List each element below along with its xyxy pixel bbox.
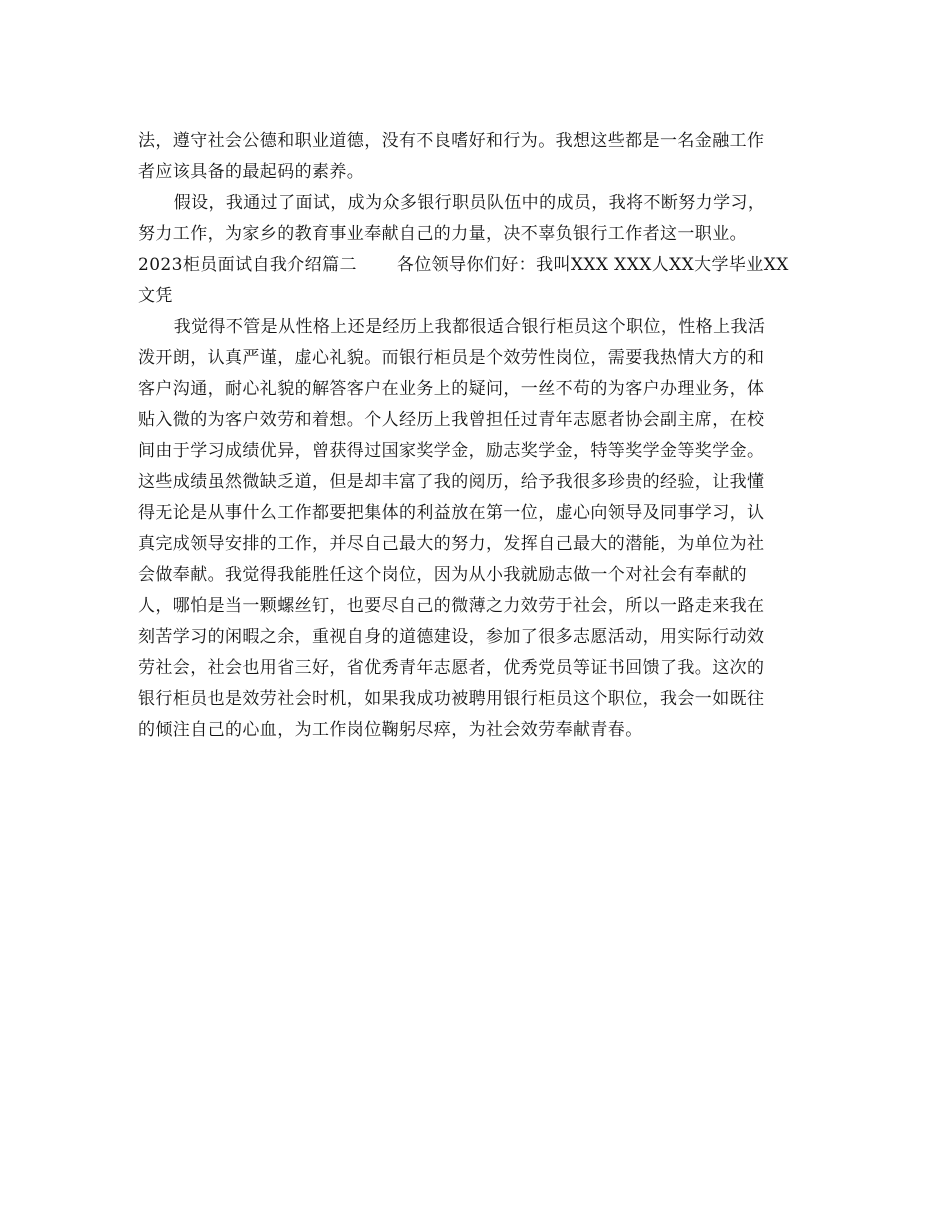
text-line: 人，哪怕是当一颗螺丝钉，也要尽自己的微薄之力效劳于社会，所以一路走来我在 <box>138 596 765 616</box>
text-line: 得无论是从事什么工作都要把集体的利益放在第一位，虚心向领导及同事学习，认 <box>138 503 765 523</box>
text-line: 刻苦学习的闲暇之余，重视自身的道德建设，参加了很多志愿活动，用实际行动效 <box>138 627 765 647</box>
section-title: 2023柜员面试自我介绍篇二 <box>138 255 357 275</box>
text-line: 劳社会，社会也用省三好，省优秀青年志愿者，优秀党员等证书回馈了我。这次的 <box>138 658 765 678</box>
text-line: 文凭 <box>138 286 173 306</box>
text-line: 的倾注自己的心血，为工作岗位鞠躬尽瘁，为社会效劳奉献青春。 <box>138 720 643 740</box>
text-line: 假设，我通过了面试，成为众多银行职员队伍中的成员，我将不断努力学习， <box>173 193 766 213</box>
text-line: 我觉得不管是从性格上还是经历上我都很适合银行柜员这个职位，性格上我活 <box>173 317 766 337</box>
text-line: 者应该具备的最起码的素养。 <box>138 162 365 182</box>
text-line: 客户沟通，耐心礼貌的解答客户在业务上的疑问，一丝不苟的为客户办理业务，体 <box>138 379 765 399</box>
text-line: 法，遵守社会公德和职业道德，没有不良嗜好和行为。我想这些都是一名金融工作 <box>138 131 765 151</box>
section-heading <box>138 250 810 312</box>
text-line: 银行柜员也是效劳社会时机，如果我成功被聘用银行柜员这个职位，我会一如既往 <box>138 689 765 709</box>
text-line: 间由于学习成绩优异，曾获得过国家奖学金，励志奖学金，特等奖学金等奖学金。 <box>138 441 765 461</box>
text-line: 这些成绩虽然微缺乏道，但是却丰富了我的阅历，给予我很多珍贵的经验，让我懂 <box>138 472 765 492</box>
text-line: 会做奉献。我觉得我能胜任这个岗位，因为从小我就励志做一个对社会有奉献的 <box>138 565 747 585</box>
greeting-text: 各位领导你们好：我叫XXX XXX人XX大学毕业XX <box>396 255 789 275</box>
paragraph-3 <box>138 312 810 746</box>
document-page <box>138 126 810 746</box>
text-line: 泼开朗，认真严谨，虚心礼貌。而银行柜员是个效劳性岗位，需要我热情大方的和 <box>138 348 765 368</box>
heading-line <box>138 250 810 281</box>
paragraph-1 <box>138 126 810 188</box>
text-line: 真完成领导安排的工作，并尽自己最大的努力，发挥自己最大的潜能，为单位为社 <box>138 534 765 554</box>
text-line: 贴入微的为客户效劳和着想。个人经历上我曾担任过青年志愿者协会副主席，在校 <box>138 410 765 430</box>
text-line: 努力工作，为家乡的教育事业奉献自己的力量，决不辜负银行工作者这一职业。 <box>138 224 747 244</box>
paragraph-2 <box>138 188 810 250</box>
